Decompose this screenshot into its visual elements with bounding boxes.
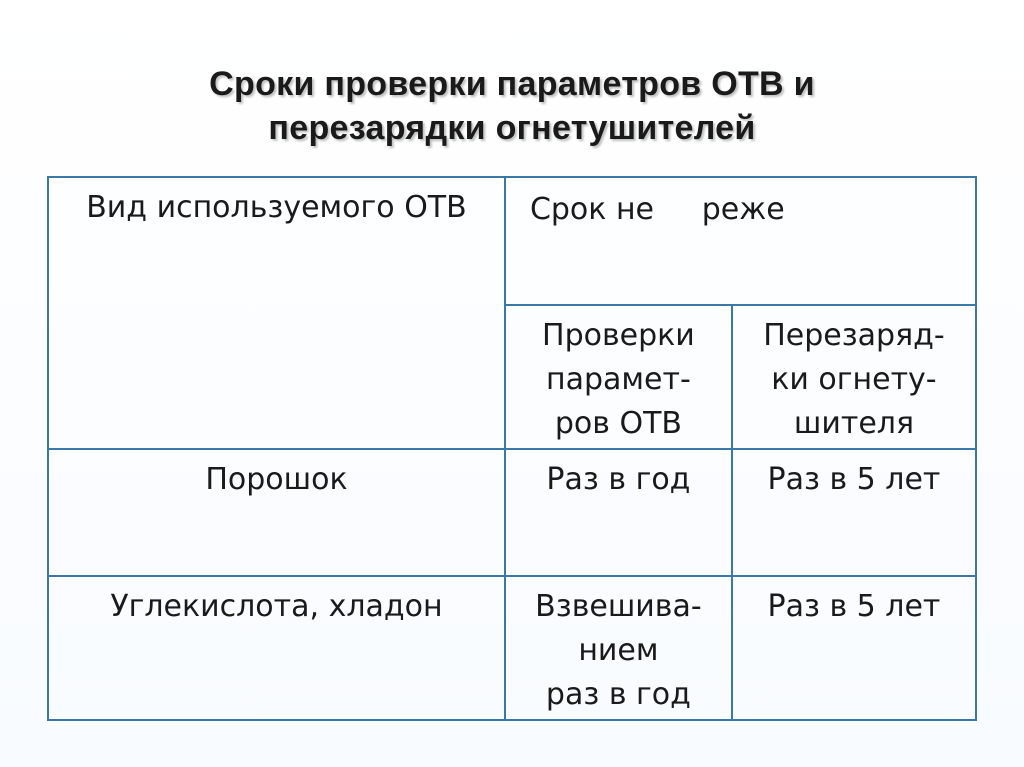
row-type: Углекислота, хладон bbox=[110, 589, 443, 624]
row-check-cell bbox=[505, 576, 732, 720]
row-type-cell bbox=[48, 449, 505, 576]
slide-title-line-1: Сроки проверки параметров ОТВ и bbox=[209, 65, 815, 103]
slide-title bbox=[0, 62, 1024, 150]
row-type-cell bbox=[48, 576, 505, 720]
slide-title-line-2: перезарядки огнетушителей bbox=[268, 109, 756, 147]
header-check-line: Проверки bbox=[542, 318, 695, 353]
header-term-label: Срок не реже bbox=[529, 192, 785, 227]
header-type-cell bbox=[48, 177, 505, 449]
header-recharge-cell bbox=[732, 305, 976, 449]
header-check-line: парамет- bbox=[546, 362, 691, 397]
header-recharge-line: ки огнету- bbox=[771, 362, 937, 397]
table-row bbox=[48, 449, 976, 576]
header-recharge-line: Перезаряд- bbox=[763, 318, 945, 353]
inspection-schedule-table bbox=[47, 176, 977, 721]
row-recharge-cell bbox=[732, 449, 976, 576]
header-check-line: ров ОТВ bbox=[554, 406, 682, 441]
row-check-line: Взвешива- bbox=[535, 589, 702, 624]
table-row bbox=[48, 576, 976, 720]
row-type: Порошок bbox=[205, 462, 348, 497]
row-recharge-cell bbox=[732, 576, 976, 720]
row-recharge: Раз в 5 лет bbox=[767, 462, 941, 497]
header-type-label: Вид используемого ОТВ bbox=[86, 190, 467, 225]
table-header-row bbox=[48, 177, 976, 305]
header-recharge-line: шителя bbox=[793, 406, 914, 441]
row-recharge: Раз в 5 лет bbox=[767, 589, 941, 624]
header-check-cell bbox=[505, 305, 732, 449]
row-check-line: нием bbox=[578, 633, 659, 668]
header-term-cell bbox=[505, 177, 976, 305]
row-check-cell bbox=[505, 449, 732, 576]
row-check-line: раз в год bbox=[545, 677, 691, 712]
row-check-line: Раз в год bbox=[546, 462, 691, 497]
